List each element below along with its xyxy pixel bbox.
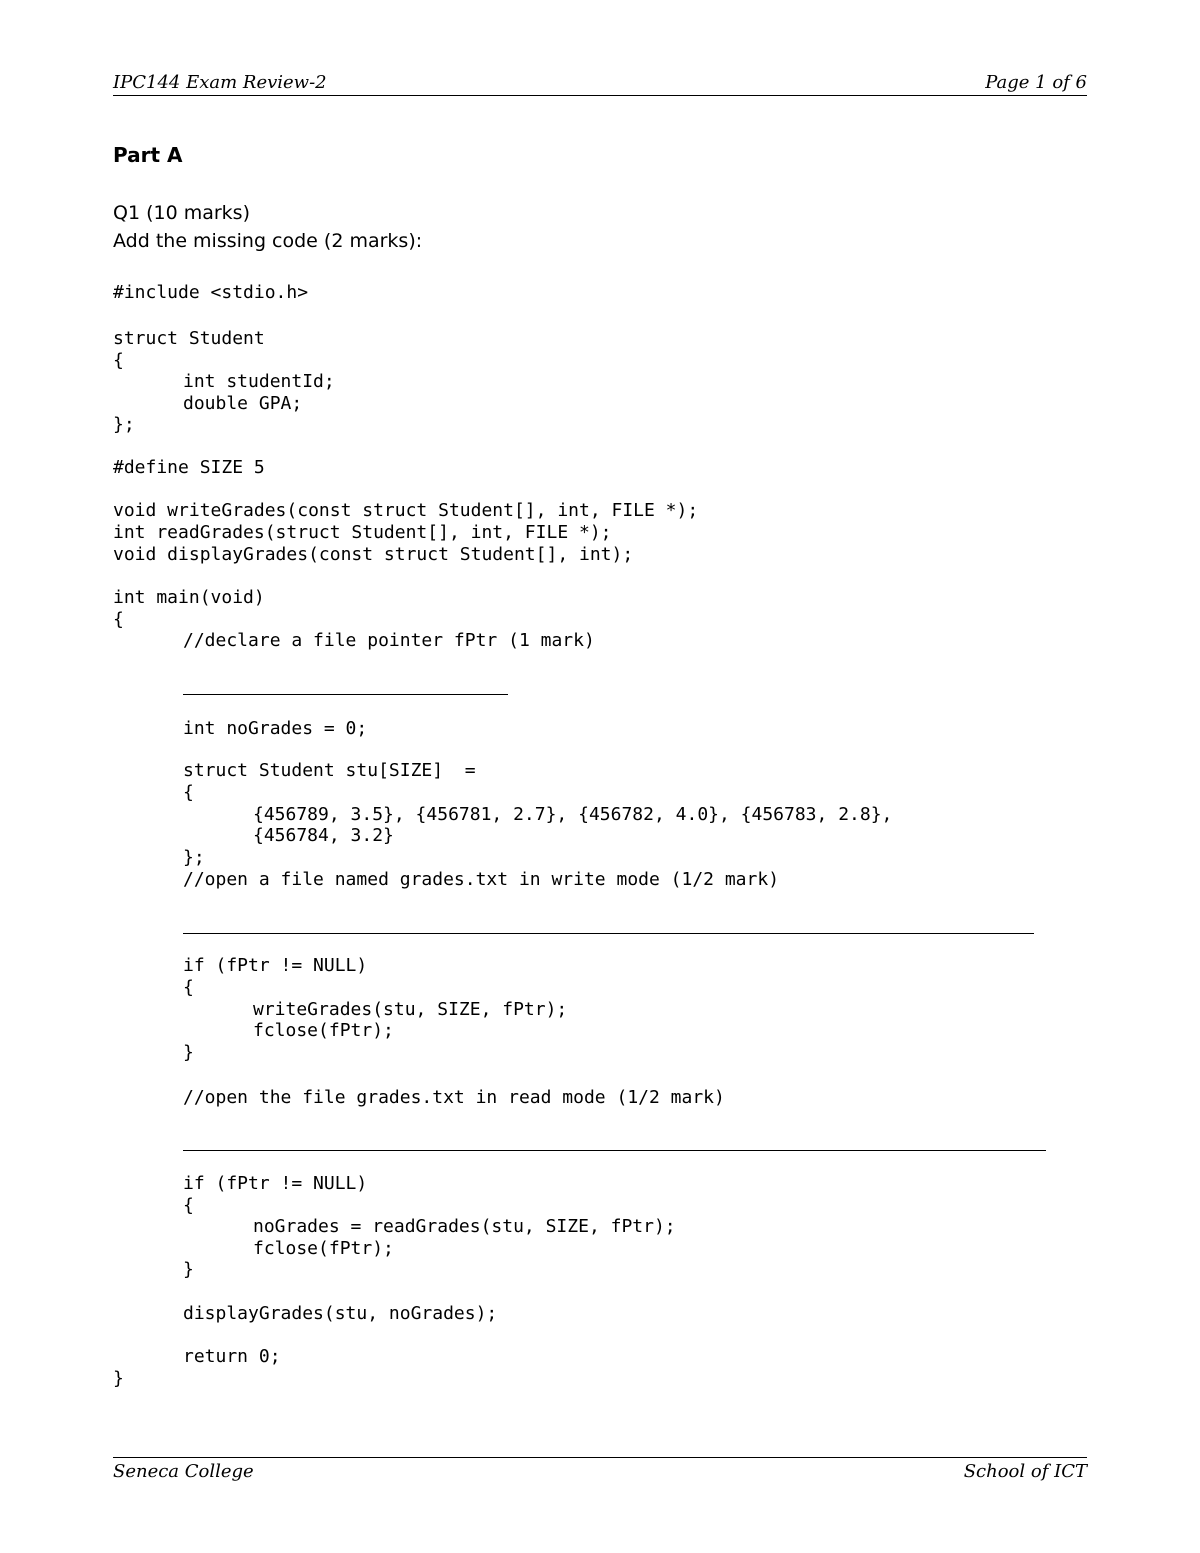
footer-rule: [113, 1457, 1087, 1458]
code-line: {456784, 3.2}: [253, 825, 394, 846]
code-comment: //open a file named grades.txt in write mode (1/2 mark): [183, 869, 780, 890]
header-title: IPC144 Exam Review-2: [113, 72, 327, 93]
code-line: };: [183, 847, 205, 868]
code-line: void displayGrades(const struct Student[], int);: [113, 544, 634, 565]
code-line: #include <stdio.h>: [113, 282, 309, 303]
code-line: {: [183, 782, 194, 803]
code-line: double GPA;: [183, 393, 303, 414]
question-title: Q1 (10 marks): [113, 202, 250, 224]
code-comment: //declare a file pointer fPtr (1 mark): [183, 630, 595, 651]
code-line: return 0;: [183, 1346, 281, 1367]
code-line: }: [113, 1368, 124, 1389]
code-line: {: [113, 609, 124, 630]
code-line: if (fPtr != NULL): [183, 955, 368, 976]
code-line: {: [183, 1195, 194, 1216]
code-line: noGrades = readGrades(stu, SIZE, fPtr);: [253, 1216, 676, 1237]
code-line: displayGrades(stu, noGrades);: [183, 1303, 498, 1324]
code-line: if (fPtr != NULL): [183, 1173, 368, 1194]
code-line: int readGrades(struct Student[], int, FILE *);: [113, 522, 612, 543]
footer-school: School of ICT: [963, 1461, 1087, 1482]
code-line: writeGrades(stu, SIZE, fPtr);: [253, 999, 568, 1020]
code-line: fclose(fPtr);: [253, 1020, 394, 1041]
code-line: {456789, 3.5}, {456781, 2.7}, {456782, 4.0}, {456783, 2.8},: [253, 804, 893, 825]
code-line: int noGrades = 0;: [183, 718, 368, 739]
code-line: #define SIZE 5: [113, 457, 265, 478]
answer-blank-open-read: [183, 1150, 1046, 1151]
code-comment: //open the file grades.txt in read mode (1/2 mark): [183, 1087, 725, 1108]
question-instruction: Add the missing code (2 marks):: [113, 230, 423, 252]
answer-blank-open-write: [183, 933, 1034, 934]
section-title: Part A: [113, 143, 183, 167]
answer-blank-file-pointer: [183, 694, 508, 695]
code-line: }: [183, 1259, 194, 1280]
code-line: }: [183, 1042, 194, 1063]
code-line: fclose(fPtr);: [253, 1238, 394, 1259]
code-line: struct Student stu[SIZE] =: [183, 760, 476, 781]
code-line: void writeGrades(const struct Student[], int, FILE *);: [113, 500, 699, 521]
code-line: int main(void): [113, 587, 265, 608]
code-line: {: [113, 350, 124, 371]
page-number: Page 1 of 6: [985, 72, 1087, 93]
code-line: int studentId;: [183, 371, 335, 392]
footer-institution: Seneca College: [113, 1461, 254, 1482]
code-line: {: [183, 977, 194, 998]
code-line: struct Student: [113, 328, 265, 349]
header-rule: [113, 95, 1087, 96]
code-line: };: [113, 414, 135, 435]
